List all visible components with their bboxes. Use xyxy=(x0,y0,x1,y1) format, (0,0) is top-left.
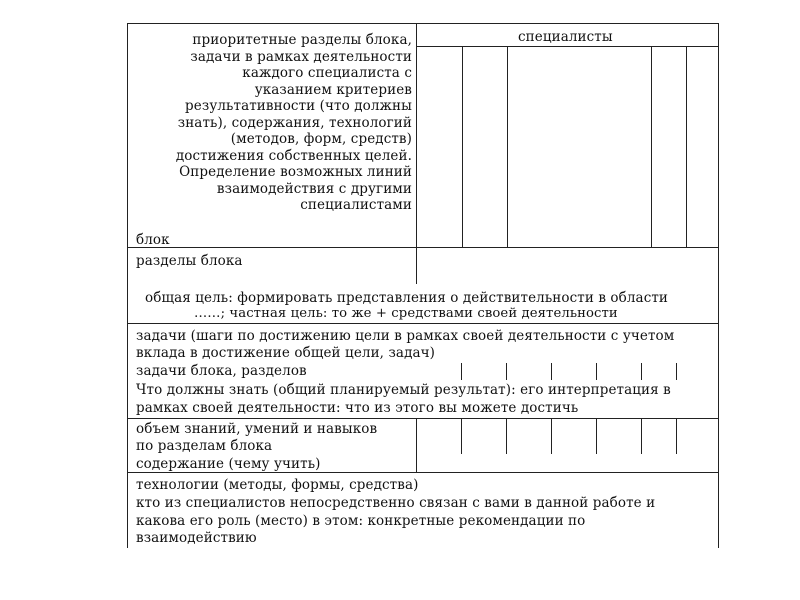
column-divider xyxy=(416,247,417,284)
header-line: знать), содержания, технологий xyxy=(177,114,412,131)
goal-line-specific: ……; частная цель: то же + средствами своей деятельности xyxy=(194,306,618,321)
tasks-line: рамках своей деятельности: что из этого вы можете достичь xyxy=(136,400,579,416)
header-line: задачи в рамках деятельности xyxy=(190,48,412,65)
header-line: взаимодействия с другими xyxy=(216,180,412,197)
specialist-column-line xyxy=(641,418,642,454)
column-divider xyxy=(416,23,417,247)
technologies-line: взаимодействию xyxy=(136,530,257,546)
column-divider xyxy=(416,418,417,472)
header-description xyxy=(140,32,412,214)
specialist-column-line xyxy=(551,418,552,454)
row-divider xyxy=(127,323,719,324)
header-line: Определение возможных линий xyxy=(179,164,412,180)
specialist-tick xyxy=(506,363,507,380)
specialist-column-line xyxy=(676,418,677,454)
specialist-tick xyxy=(676,363,677,380)
specialist-column-line xyxy=(507,46,508,247)
specialist-tick xyxy=(641,363,642,380)
table-border-left xyxy=(127,23,128,548)
header-line: результативности (что должны xyxy=(185,98,412,114)
specialists-heading: специалисты xyxy=(518,29,613,45)
header-line: приоритетные разделы блока, xyxy=(192,32,412,48)
specialist-tick xyxy=(461,363,462,380)
specialist-column-line xyxy=(596,418,597,454)
goal-line-general: общая цель: формировать представления о действительности в области xyxy=(145,290,669,306)
table-border-right xyxy=(718,23,719,548)
knowledge-line: по разделам блока xyxy=(136,438,273,454)
knowledge-line: содержание (чему учить) xyxy=(136,456,321,472)
technologies-line: какова его роль (место) в этом: конкретные рекомендации по xyxy=(136,513,586,529)
header-line: указанием критериев xyxy=(254,81,412,98)
specialist-column-line xyxy=(686,46,687,247)
table-border-top xyxy=(127,23,719,24)
specialist-column-line xyxy=(651,46,652,247)
technologies-line: технологии (методы, формы, средства) xyxy=(136,477,419,493)
specialist-column-line xyxy=(461,418,462,454)
header-line: каждого специалиста с xyxy=(242,65,412,81)
knowledge-line: объем знаний, умений и навыков xyxy=(136,421,378,437)
tasks-line: Что должны знать (общий планируемый результат): его интерпретация в xyxy=(136,382,671,398)
block-label: блок xyxy=(136,232,170,248)
header-line: (методов, форм, средств) xyxy=(230,131,412,147)
row-divider xyxy=(127,247,719,248)
header-line: достижения собственных целей. xyxy=(175,147,412,164)
header-line: специалистами xyxy=(300,197,412,213)
tasks-line: вклада в достижение общей цели, задач) xyxy=(136,345,436,361)
row-divider xyxy=(127,418,719,419)
tasks-line: задачи (шаги по достижению цели в рамках своей деятельности с учетом xyxy=(136,328,675,344)
specialist-column-line xyxy=(506,418,507,454)
specialist-column-line xyxy=(462,46,463,247)
technologies-line: кто из специалистов непосредственно связан с вами в данной работе и xyxy=(136,495,656,511)
specialist-tick xyxy=(551,363,552,380)
tasks-line: задачи блока, разделов xyxy=(136,363,307,379)
sections-label: разделы блока xyxy=(136,253,243,269)
specialist-tick xyxy=(596,363,597,380)
